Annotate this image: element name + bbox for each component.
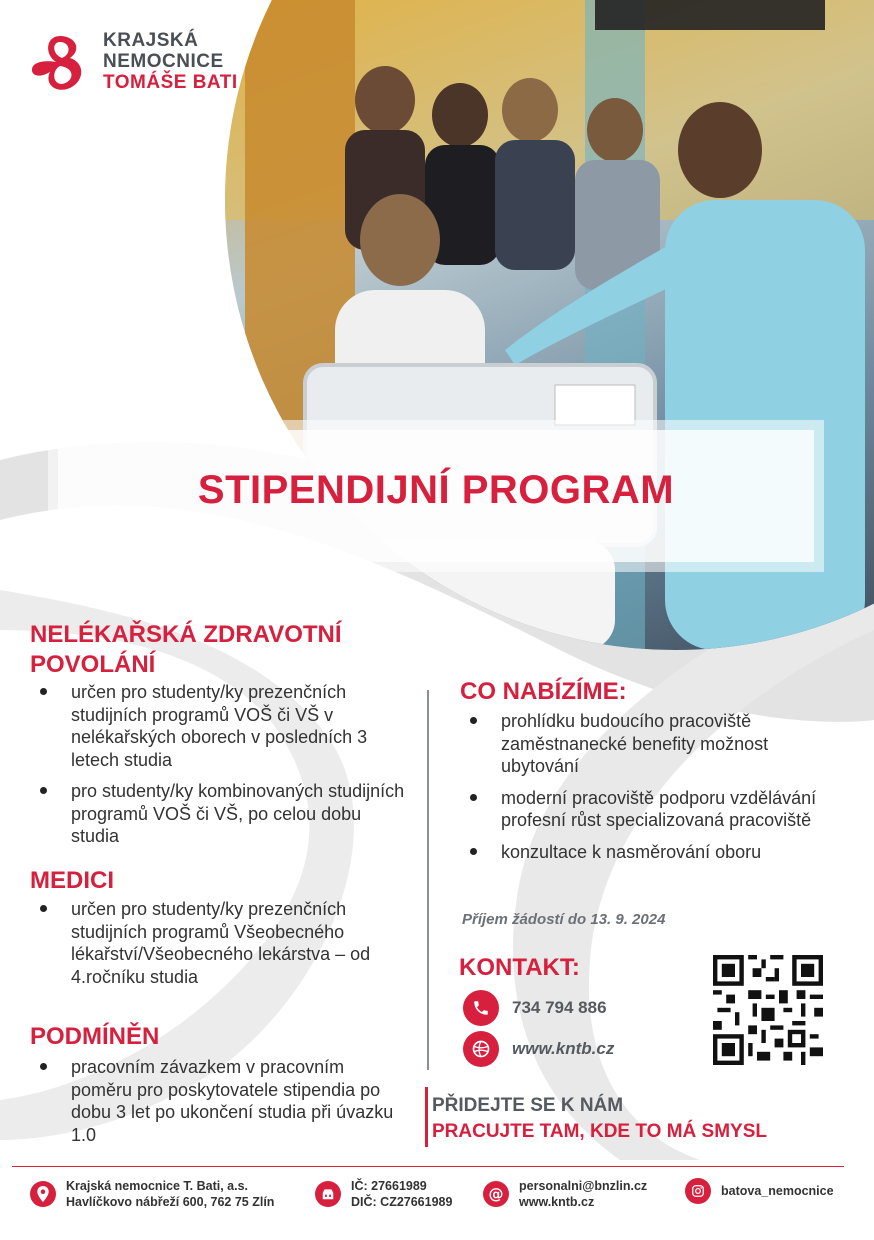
building-icon bbox=[315, 1181, 341, 1207]
location-pin-icon bbox=[30, 1181, 56, 1207]
logo-text-line2: NEMOCNICE bbox=[103, 51, 224, 72]
logo-text-line3: TOMÁŠE BATI bbox=[103, 72, 238, 93]
contact-phone[interactable] bbox=[463, 990, 607, 1026]
logo-text-line1: KRAJSKÁ bbox=[103, 30, 199, 51]
website-link: www.kntb.cz bbox=[512, 1039, 615, 1058]
kntb-ribbon-logo-icon bbox=[30, 32, 90, 94]
list-item: určen pro studenty/ky prezenčních studijních programů VOŠ či VŠ v nelékařských oborech v posledních 3 letech studia bbox=[40, 681, 405, 771]
application-deadline: Příjem žádostí do 13. 9. 2024 bbox=[462, 911, 666, 928]
footer-divider bbox=[12, 1166, 844, 1167]
list-item: pro studenty/ky kombinovaných studijních programů VOŠ či VŠ, po celou dobu studia bbox=[40, 780, 405, 848]
footer-ids bbox=[315, 1178, 452, 1210]
instagram-icon bbox=[685, 1178, 711, 1204]
footer-instagram-handle[interactable]: batova_nemocnice bbox=[721, 1184, 834, 1198]
list-item: konzultace k nasměrování oboru bbox=[470, 841, 840, 864]
column-divider bbox=[427, 690, 429, 1070]
footer-instagram[interactable] bbox=[685, 1178, 834, 1204]
section2-list bbox=[40, 898, 405, 997]
section1-heading-line1: NELÉKAŘSKÁ ZDRAVOTNÍ bbox=[30, 621, 342, 648]
join-us-text: PŘIDEJTE SE K NÁM bbox=[432, 1095, 624, 1116]
list-item: moderní pracoviště podporu vzdělávání profesní růst specializovaná pracoviště bbox=[470, 787, 840, 832]
qr-code-icon[interactable] bbox=[713, 955, 823, 1065]
footer-address-line2: Havlíčkovo nábřeží 600, 762 75 Zlín bbox=[66, 1195, 275, 1209]
offer-heading: CO NABÍZÍME: bbox=[460, 678, 627, 705]
section1-list bbox=[40, 681, 405, 857]
slogan-text: PRACUJTE TAM, KDE TO MÁ SMYSL bbox=[432, 1121, 767, 1142]
offer-list bbox=[470, 710, 840, 872]
contact-web[interactable] bbox=[463, 1031, 614, 1067]
list-item: určen pro studenty/ky prezenčních studijních programů Všeobecného lékařství/Všeobecného lekárstva – od 4.ročníku studia bbox=[40, 898, 405, 988]
footer-address-line1: Krajská nemocnice T. Bati, a.s. bbox=[66, 1179, 249, 1193]
footer-ic: IČ: 27661989 bbox=[351, 1179, 427, 1193]
footer-address bbox=[30, 1178, 274, 1210]
phone-number: 734 794 886 bbox=[512, 998, 607, 1017]
hospital-logo bbox=[30, 30, 260, 100]
list-item: pracovním závazkem v pracovním poměru pro poskytovatele stipendia po dobu 3 let po ukončení studia při úvazku 1.0 bbox=[40, 1056, 405, 1146]
footer-dic: DIČ: CZ27661989 bbox=[351, 1195, 453, 1209]
section1-heading-line2: POVOLÁNÍ bbox=[30, 651, 156, 678]
footer-web[interactable]: www.kntb.cz bbox=[519, 1195, 595, 1209]
section2-heading: MEDICI bbox=[30, 867, 114, 894]
globe-icon bbox=[463, 1031, 499, 1067]
at-sign-icon: @ bbox=[483, 1181, 509, 1207]
list-item: prohlídku budoucího pracoviště zaměstnanecké benefity možnost ubytování bbox=[470, 710, 840, 778]
join-accent-bar bbox=[425, 1087, 428, 1147]
footer-email-web[interactable] bbox=[483, 1178, 647, 1210]
footer-email[interactable]: personalni@bnzlin.cz bbox=[519, 1179, 648, 1193]
contact-heading: KONTAKT: bbox=[459, 954, 580, 981]
section3-list bbox=[40, 1056, 405, 1155]
page-title: STIPENDIJNÍ PROGRAM bbox=[197, 468, 675, 512]
section3-heading: PODMÍNĚN bbox=[30, 1023, 160, 1050]
title-banner bbox=[48, 420, 824, 572]
phone-icon bbox=[463, 990, 499, 1026]
